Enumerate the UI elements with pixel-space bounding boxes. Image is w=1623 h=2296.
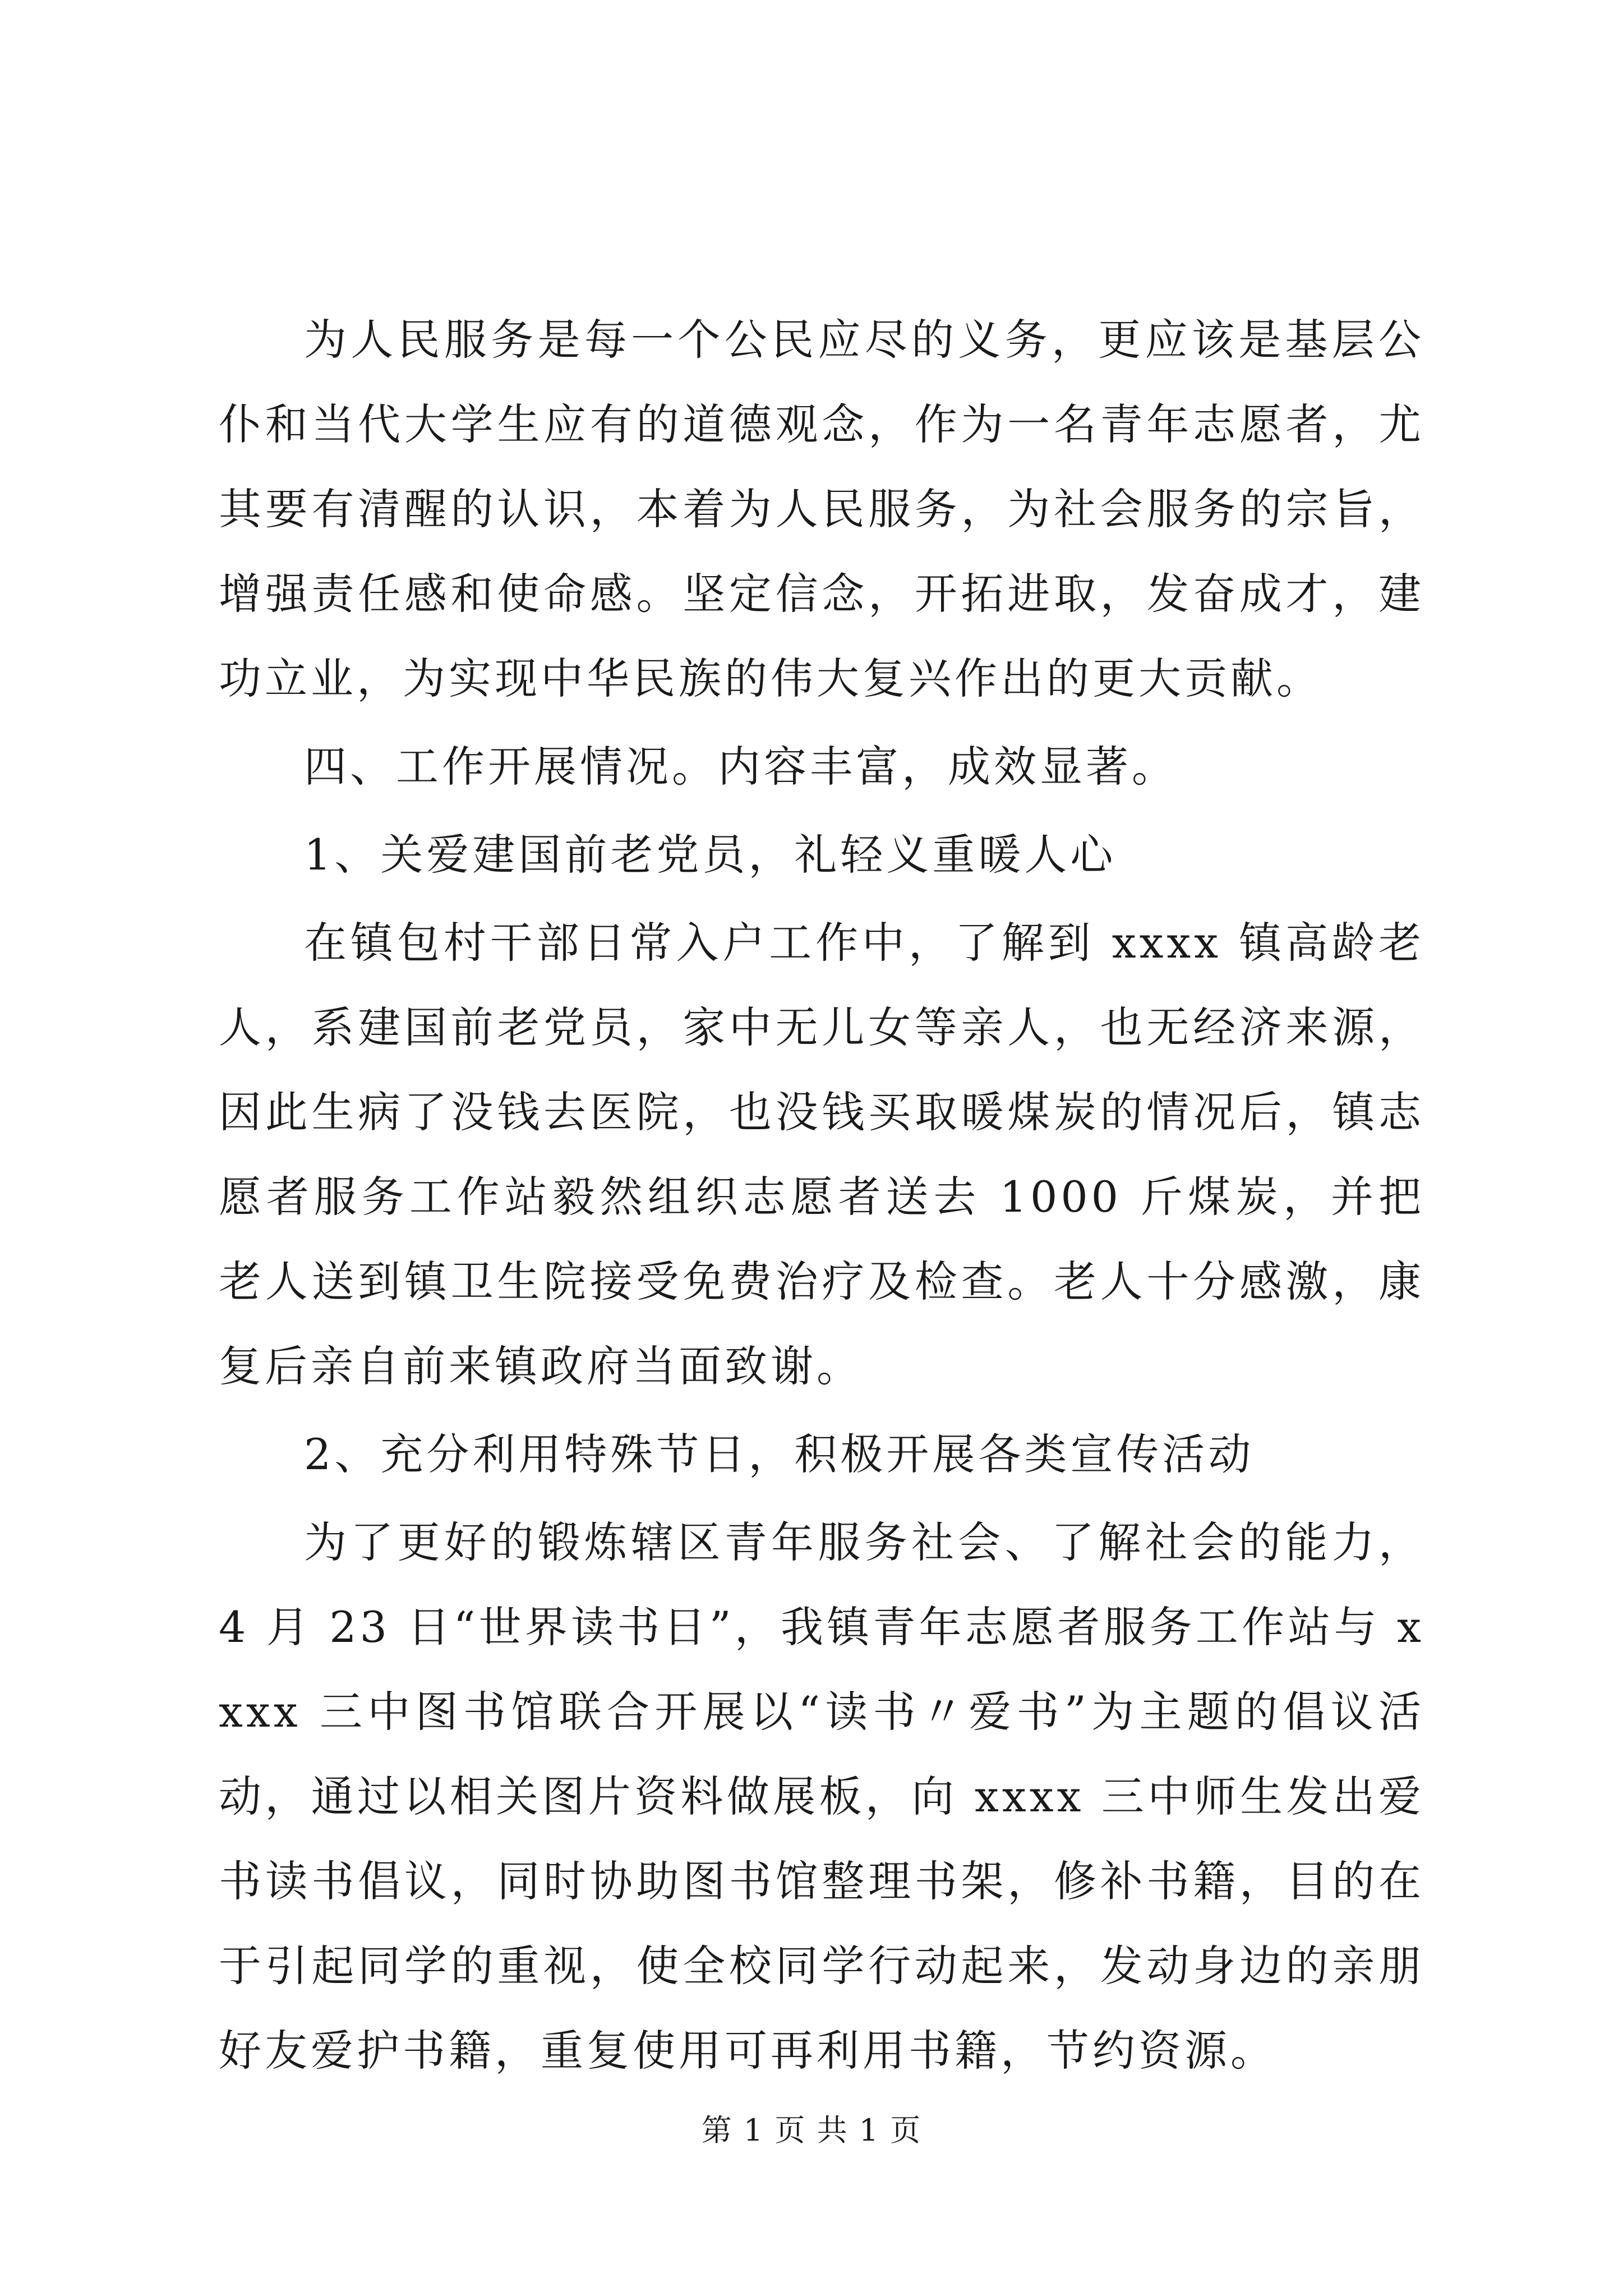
- subheading-special-days: 2、充分利用特殊节日，积极开展各类宣传活动: [304, 1429, 1255, 1479]
- subheading-care-veterans: 1、关爱建国前老党员，礼轻义重暖人心: [304, 830, 1117, 880]
- document-body: [219, 297, 1424, 2093]
- paragraph-care-veterans: 在镇包村干部日常入户工作中，了解到 xxxx 镇高龄老人，系建国前老党员，家中无儿女等亲人，也无经济来源，因此生病了没钱去医院，也没钱买取暖煤炭的情况后，镇志愿者服务工作站毅然组织志愿者送去 1000 斤煤炭，并把老人送到镇卫生院接受免费治疗及检查。老人十分感激，康复后亲自前来镇政府当面致谢。: [219, 918, 1424, 1391]
- paragraph-service-duty: 为人民服务是每一个公民应尽的义务，更应该是基层公仆和当代大学生应有的道德观念，作为一名青年志愿者，尤其要有清醒的认识，本着为人民服务，为社会服务的宗旨，增强责任感和使命感。坚定信念，开拓进取，发奋成才，建功立业，为实现中华民族的伟大复兴作出的更大贡献。: [219, 315, 1424, 703]
- page-number-footer: 第 1 页 共 1 页: [701, 2113, 922, 2148]
- section-heading-work-progress: 四、工作开展情况。内容丰富，成效显著。: [304, 742, 1178, 792]
- paragraph-reading-day: 为了更好的锻炼辖区青年服务社会、了解社会的能力，4 月 23 日“世界读书日”，我镇青年志愿者服务工作站与 xxxx 三中图书馆联合开展以“读书〃爱书”为主题的倡议活动，通过以相关图片资料做展板，向 xxxx 三中师生发出爱书读书倡议，同时协助图书馆整理书架，修补书籍，目的在于引起同学的重视，使全校同学行动起来，发动身边的亲朋好友爱护书籍，重复使用可再利用书籍，节约资源。: [219, 1517, 1424, 2076]
